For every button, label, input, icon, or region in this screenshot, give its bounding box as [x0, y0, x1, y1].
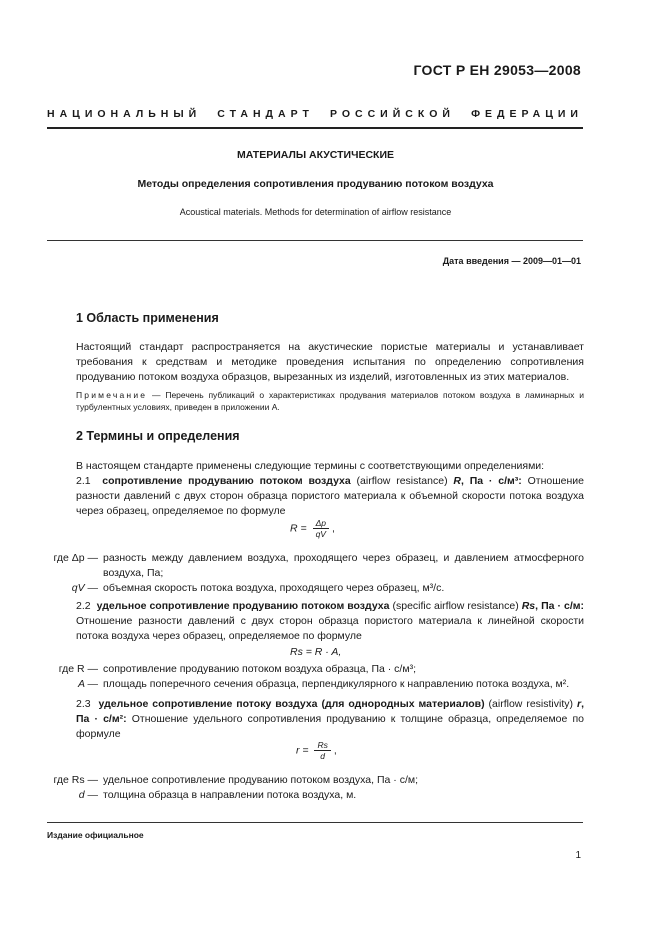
where-label: qV —	[71, 582, 98, 594]
banner-word: НАЦИОНАЛЬНЫЙ	[47, 108, 202, 120]
document-title: МАТЕРИАЛЫ АКУСТИЧЕСКИЕ	[236, 149, 395, 161]
formula-2-1	[290, 518, 335, 539]
note-text: — Перечень публикаций о характеристиках продувания материалов потоком воздуха в ламинарных и турбулентных условиях, приведен в приложении А.	[76, 390, 584, 412]
formula-denominator: d	[320, 751, 326, 761]
term-number: 2.1	[76, 475, 91, 487]
formula-denominator: qV	[315, 529, 326, 539]
formula-lhs: r =	[296, 744, 309, 757]
where-text: толщина образца в направлении потока воздуха, м.	[103, 789, 357, 801]
banner-word: СТАНДАРТ	[217, 108, 314, 120]
english-title: Acoustical materials. Methods for determination of airflow resistance	[179, 207, 452, 217]
where-item	[47, 581, 584, 596]
where-label: где Δp —	[53, 552, 98, 564]
where-label: A —	[77, 678, 98, 690]
formula-2-2: Rs = R · A,	[290, 646, 342, 658]
term-name: удельное сопротивление потоку воздуха (для однородных материалов)	[98, 698, 485, 710]
term-symbol: Rs	[521, 600, 536, 612]
national-standard-banner	[47, 107, 583, 122]
formula-numerator: Δp	[313, 518, 329, 529]
formula-tail: ,	[333, 744, 337, 757]
section1-note	[76, 389, 584, 413]
term-symbol: r	[576, 698, 582, 710]
term-unit: , Па · с/м²:	[76, 698, 584, 725]
term-definition: Отношение разности давлений с двух сторон образца пористого материала к линейной скорости потока воздуха через образец, определяемое по формуле	[76, 615, 584, 642]
term-unit: , Па · с/м:	[535, 600, 585, 612]
note-label: Примечание	[76, 390, 148, 400]
formula-2-3	[296, 740, 337, 761]
introduction-date: Дата введения — 2009—01—01	[442, 256, 581, 266]
term-2-2	[76, 599, 584, 644]
term-name: сопротивление продуванию потоком воздуха	[102, 475, 351, 487]
where-text: сопротивление продуванию потоком воздуха образца, Па · с/м³;	[103, 663, 416, 675]
term-definition: Отношение разности давлений с двух сторон образца пористого материала к объемной скорости потока воздуха через образец, определяемое по формуле	[76, 475, 584, 517]
term-number: 2.2	[76, 600, 91, 612]
term-symbol: R	[453, 475, 461, 487]
section-heading: 1 Область применения	[76, 311, 219, 325]
formula-lhs: R =	[290, 522, 307, 535]
where-list-2-1	[47, 551, 584, 596]
where-item	[47, 551, 584, 581]
term-english: (specific airflow resistance)	[389, 600, 522, 612]
where-item	[47, 677, 584, 692]
where-text: площадь поперечного сечения образца, перпендикулярного к направлению потока воздуха, м².	[103, 678, 570, 690]
section2-intro: В настоящем стандарте применены следующие термины с соответствующими определениями:	[76, 460, 545, 472]
where-label: d —	[78, 789, 98, 801]
where-item	[47, 773, 584, 788]
edition-label: Издание официальное	[47, 830, 144, 840]
title-divider	[47, 240, 583, 241]
term-english: (airflow resistivity)	[484, 698, 577, 710]
where-item	[47, 788, 584, 803]
footer-divider	[47, 822, 583, 823]
formula-fraction	[313, 518, 329, 539]
where-label: где R —	[58, 663, 98, 675]
banner-word: РОССИЙСКОЙ	[329, 108, 455, 120]
term-english: (airflow resistance)	[350, 475, 454, 487]
page-number: 1	[575, 850, 581, 861]
banner-word: ФЕДЕРАЦИИ	[471, 108, 583, 120]
formula-tail: ,	[332, 522, 335, 535]
where-item	[47, 662, 584, 677]
where-text: разность между давлением воздуха, проходящего через образец, и давлением атмосферного воздуха, Па;	[103, 552, 584, 579]
formula-fraction	[314, 740, 330, 761]
formula-numerator: Rs	[314, 740, 330, 751]
where-text: удельное сопротивление продуванию потоком воздуха, Па · с/м;	[103, 774, 418, 786]
term-2-1	[76, 474, 584, 519]
term-unit: , Па · с/м³:	[460, 475, 522, 487]
term-definition: Отношение удельного сопротивления продуванию к толщине образца, определяемое по формуле	[76, 713, 584, 740]
document-subtitle: Методы определения сопротивления продуванию потоком воздуха	[137, 178, 494, 190]
section1-text: Настоящий стандарт распространяется на акустические пористые материалы и устанавливает требования к средствам и методике проведения испытания по определению сопротивления продуванию потоком воздуха образцов, вырезанных из изделий, изготовленных из этих материалов.	[76, 341, 584, 383]
where-list-2-3	[47, 773, 584, 803]
header-divider	[47, 127, 583, 129]
section-heading: 2 Термины и определения	[76, 429, 240, 443]
term-number: 2.3	[76, 698, 91, 710]
where-list-2-2	[47, 662, 584, 692]
where-text: объемная скорость потока воздуха, проходящего через образец, м³/с.	[103, 582, 445, 594]
term-2-3	[76, 697, 584, 742]
where-label: где Rs —	[53, 774, 98, 786]
section1-paragraph	[76, 340, 584, 385]
document-number: ГОСТ Р ЕН 29053—2008	[413, 62, 581, 78]
term-name: удельное сопротивление продуванию потоком воздуха	[96, 600, 390, 612]
